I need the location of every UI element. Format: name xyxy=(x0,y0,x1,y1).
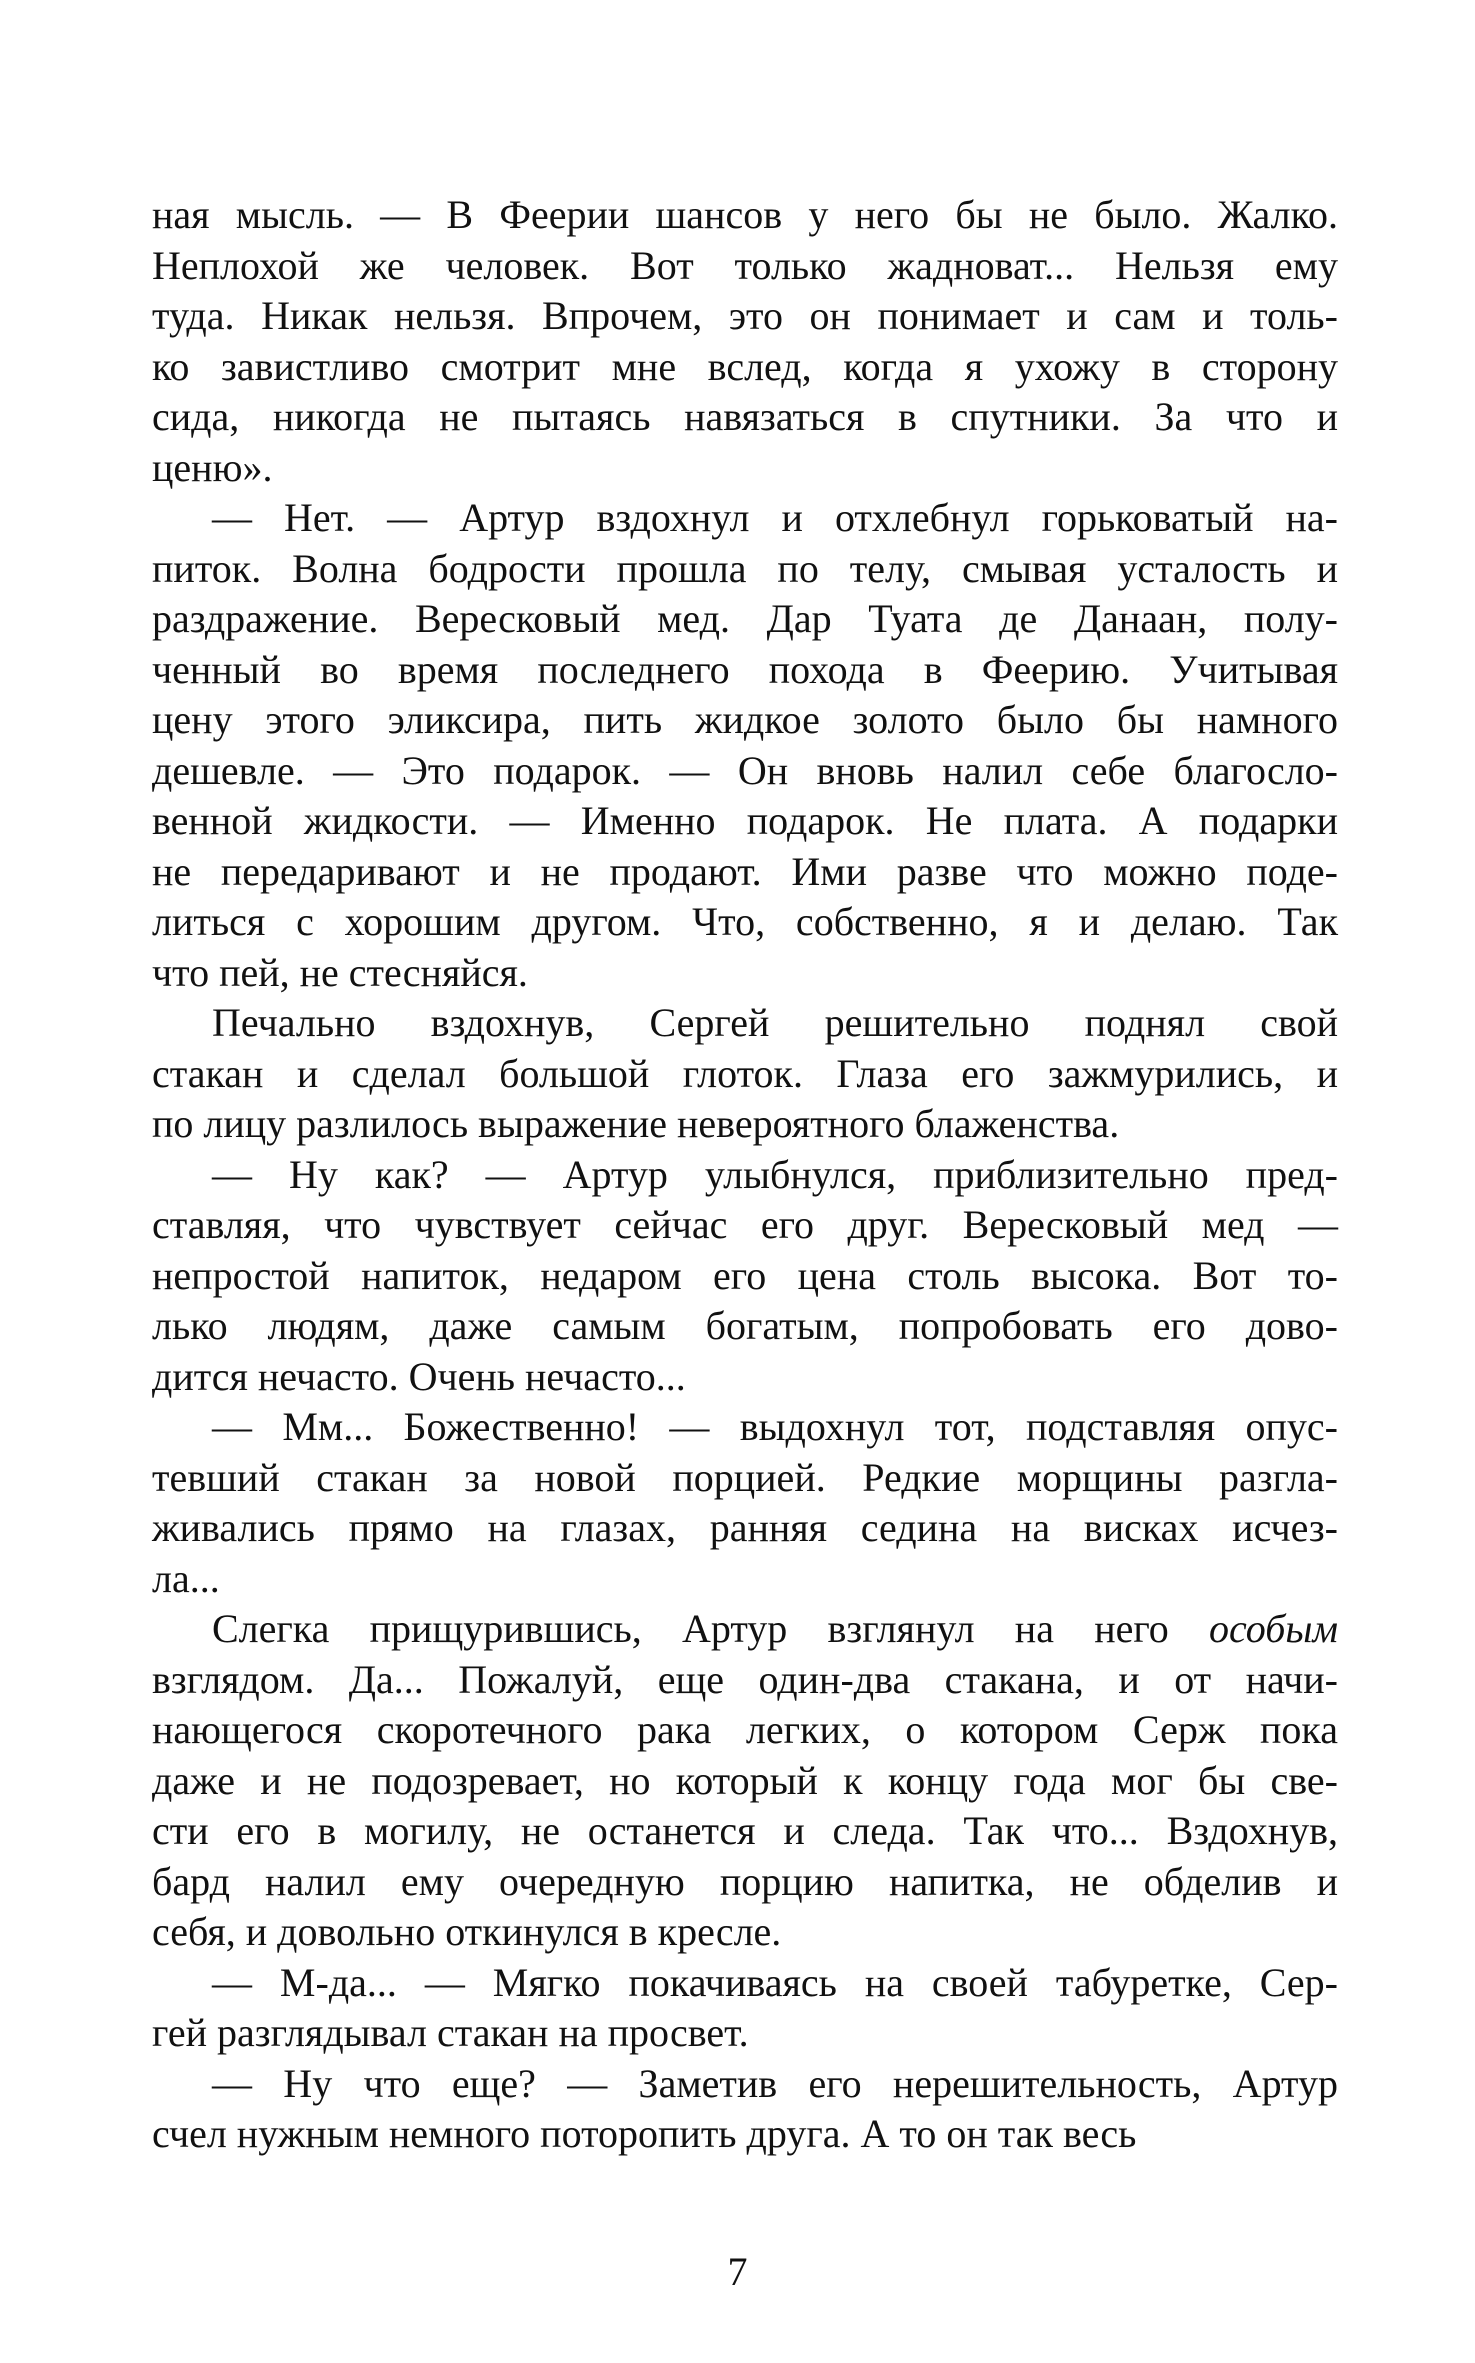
text-line: ченный во время последнего похода в Феерию. Учитывая xyxy=(152,646,1338,692)
text-line: стакан и сделал большой глоток. Глаза его зажмурились, и xyxy=(152,1050,1338,1096)
text-line: нающегося скоротечного рака легких, о котором Серж пока xyxy=(152,1707,1338,1752)
text-line: ко завистливо смотрит мне вслед, когда я ухожу в сторону xyxy=(152,343,1338,389)
text-line: цену этого эликсира, пить жидкое золото было бы намного xyxy=(152,697,1338,742)
text-line: — Мм... Божественно! — выдохнул тот, подставляя опус- xyxy=(212,1404,1338,1449)
body-text xyxy=(152,190,1338,2160)
text-line: — М-да... — Мягко покачиваясь на своей табуретке, Сер- xyxy=(212,1959,1338,2005)
text-line: литься с хорошим другом. Что, собственно, я и делаю. Так xyxy=(152,899,1338,944)
text-line: сти его в могилу, не останется и следа. Так что... Вздохнув, xyxy=(152,1808,1338,1853)
text-line: венной жидкости. — Именно подарок. Не плата. А подарки xyxy=(152,798,1338,843)
text-line: ла... xyxy=(152,1555,220,1601)
text-line: — Ну как? — Артур улыбнулся, приблизительно пред- xyxy=(212,1151,1338,1197)
text-line: дешевле. — Это подарок. — Он вновь налил себе благосло- xyxy=(152,747,1338,793)
text-line: ставляя, что чувствует сейчас его друг. Вересковый мед — xyxy=(152,1202,1338,1247)
text-line: сида, никогда не пытаясь навязаться в спутники. За что и xyxy=(152,394,1338,439)
text-line: бард налил ему очередную порцию напитка, не обделив и xyxy=(152,1858,1338,1904)
text-line: себя, и довольно откинулся в кресле. xyxy=(152,1909,782,1954)
text-line: по лицу разлилось выражение невероятного блаженства. xyxy=(152,1101,1120,1146)
text-line: непростой напиток, недаром его цена столь высока. Вот то- xyxy=(152,1252,1338,1298)
text-line: гей разглядывал стакан на просвет. xyxy=(152,2010,749,2055)
text-line: — Нет. — Артур вздохнул и отхлебнул горьковатый на- xyxy=(212,495,1338,540)
text-line: раздражение. Вересковый мед. Дар Туата де Данаан, полу- xyxy=(152,596,1338,641)
text-line: дится нечасто. Очень нечасто... xyxy=(152,1353,686,1399)
text-line: ценю». xyxy=(152,444,273,490)
text-line: — Ну что еще? — Заметив его нерешительность, Артур xyxy=(212,2060,1338,2106)
text-line: взглядом. Да... Пожалуй, еще один-два стакана, и от начи- xyxy=(152,1656,1338,1702)
text-line: лько людям, даже самым богатым, попробовать его дово- xyxy=(152,1303,1338,1348)
text-line: Неплохой же человек. Вот только жадноват... Нельзя ему xyxy=(152,242,1338,288)
text-line: Печально вздохнув, Сергей решительно поднял свой xyxy=(212,1000,1338,1045)
text-line: не передаривают и не продают. Ими разве что можно поде- xyxy=(152,848,1338,894)
text-line: даже и не подозревает, но который к концу года мог бы све- xyxy=(152,1757,1338,1803)
text-line: живались прямо на глазах, ранняя седина на висках исчез- xyxy=(152,1505,1338,1550)
text-line: питок. Волна бодрости прошла по телу, смывая усталость и xyxy=(152,545,1338,591)
text-line: туда. Никак нельзя. Впрочем, это он понимает и сам и толь- xyxy=(152,293,1338,338)
text-line: Слегка прищурившись, Артур взглянул на него особым xyxy=(212,1606,1338,1651)
page-number: 7 xyxy=(727,2249,748,2294)
text-line: что пей, не стесняйся. xyxy=(152,949,528,995)
text-line: тевший стакан за новой порцией. Редкие морщины разгла- xyxy=(152,1454,1338,1500)
text-line: ная мысль. — В Феерии шансов у него бы не было. Жалко. xyxy=(152,192,1338,237)
text-line: счел нужным немного поторопить друга. А то он так весь xyxy=(152,2111,1137,2156)
